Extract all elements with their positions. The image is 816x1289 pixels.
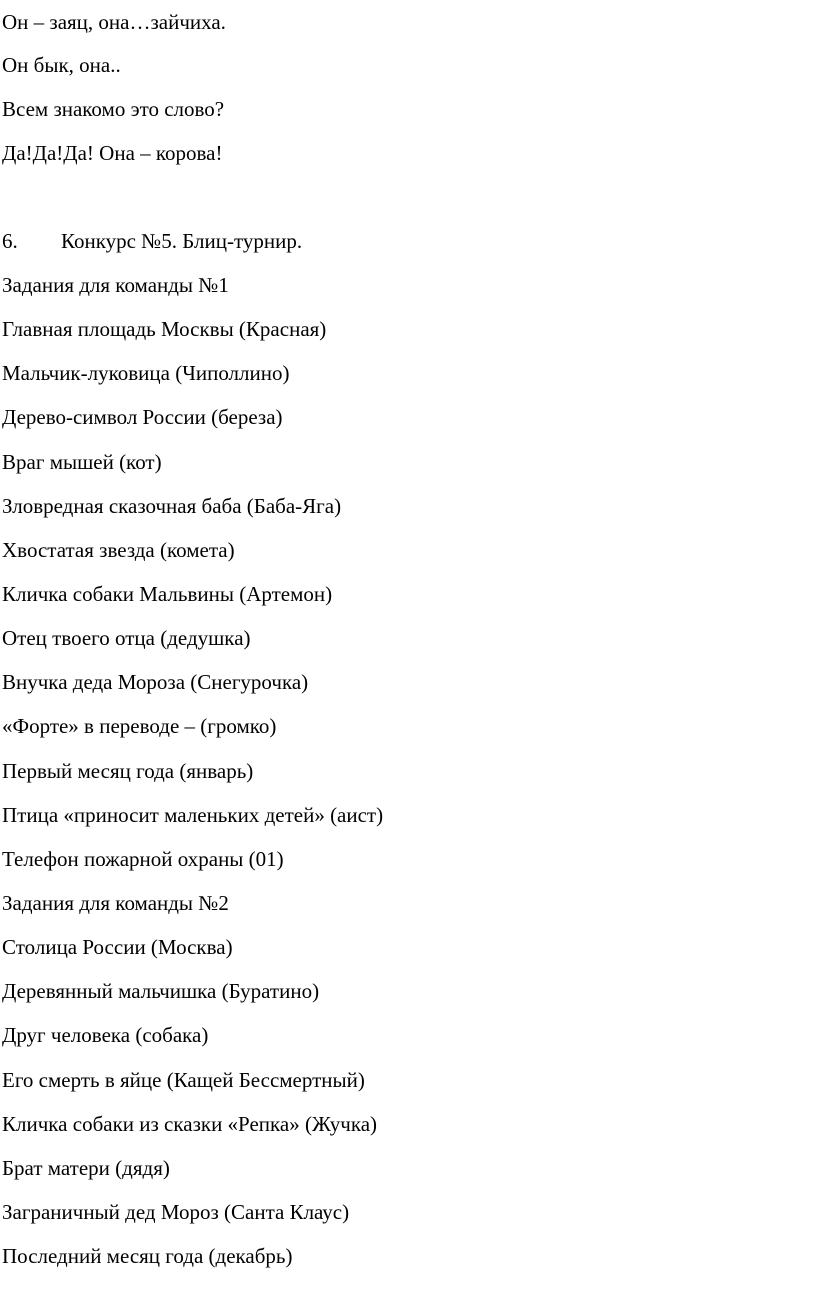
list-item: Последний месяц года (декабрь): [2, 1244, 293, 1268]
list-item: Деревянный мальчишка (Буратино): [2, 979, 320, 1003]
poem-line: Всем знакомо это слово?: [2, 97, 225, 121]
list-item: Мальчик-луковица (Чиполлино): [2, 361, 290, 385]
section-title: Конкурс №5. Блиц-турнир.: [61, 229, 303, 253]
list-item: Друг человека (собака): [2, 1023, 209, 1047]
list-item: Внучка деда Мороза (Снегурочка): [2, 670, 309, 694]
poem-line: Он бык, она..: [2, 53, 121, 77]
list-item: Враг мышей (кот): [2, 450, 162, 474]
team2-heading: Задания для команды №2: [2, 891, 229, 915]
poem-line: Да!Да!Да! Она – корова!: [2, 141, 223, 165]
list-item: Кличка собаки Мальвины (Артемон): [2, 582, 333, 606]
list-item: Заграничный дед Мороз (Санта Клаус): [2, 1200, 350, 1224]
list-item: Хвостатая звезда (комета): [2, 538, 235, 562]
poem-line: Он – заяц, она…зайчиха.: [2, 10, 226, 34]
list-item: «Форте» в переводе – (громко): [2, 714, 277, 738]
list-item: Отец твоего отца (дедушка): [2, 626, 251, 650]
list-item: Телефон пожарной охраны (01): [2, 847, 284, 871]
team1-heading: Задания для команды №1: [2, 273, 229, 297]
list-item: Первый месяц года (январь): [2, 759, 254, 783]
section-heading: [2, 228, 302, 254]
list-item: Главная площадь Москвы (Красная): [2, 317, 327, 341]
list-item: Столица России (Москва): [2, 935, 233, 959]
list-item: Зловредная сказочная баба (Баба-Яга): [2, 494, 342, 518]
list-item: Кличка собаки из сказки «Репка» (Жучка): [2, 1112, 378, 1136]
section-number: 6.: [2, 229, 18, 253]
list-item: Его смерть в яйце (Кащей Бессмертный): [2, 1068, 365, 1092]
list-item: Птица «приносит маленьких детей» (аист): [2, 803, 384, 827]
list-item: Брат матери (дядя): [2, 1156, 170, 1180]
list-item: Дерево-символ России (береза): [2, 405, 283, 429]
